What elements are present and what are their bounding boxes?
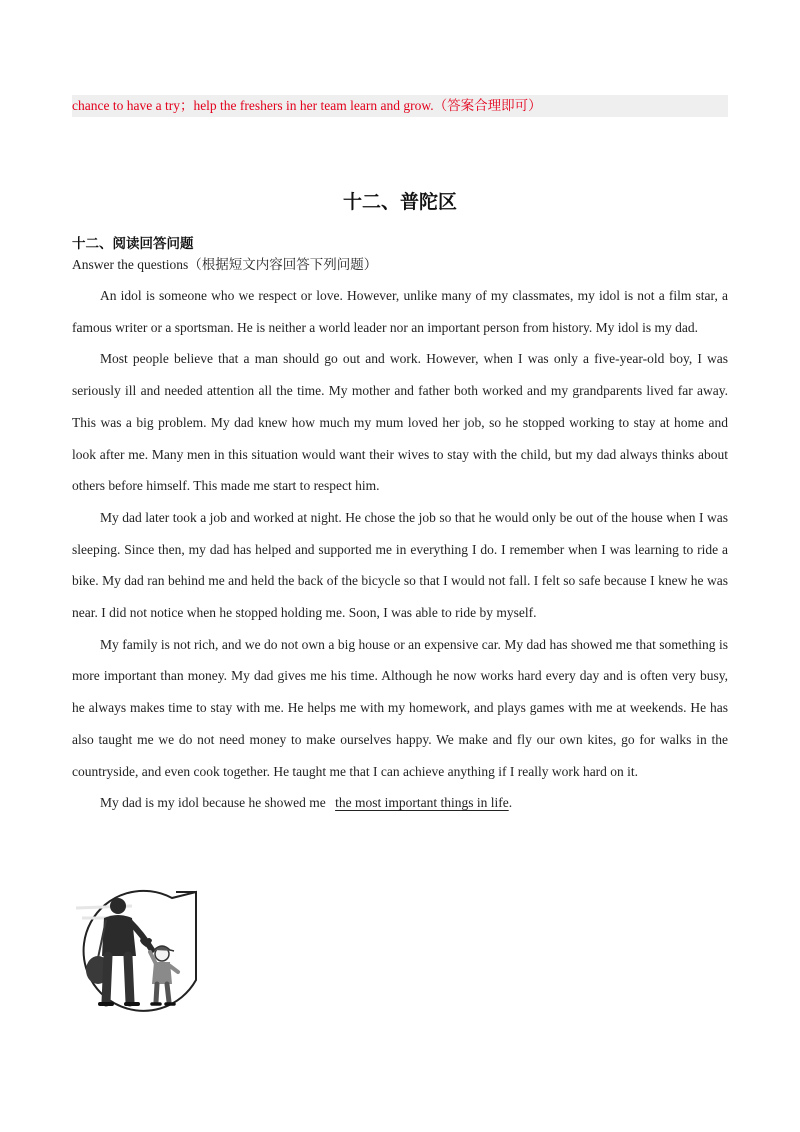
paragraph-5-end: . — [508, 795, 513, 811]
passage-paragraph-1: An idol is someone who we respect or love. However, unlike many of my classmates, my idol is not a film star, a famous writer or a sportsman. He is neither a world leader nor an important person from history. My idol is my dad. — [72, 288, 728, 335]
passage-paragraph-2: Most people believe that a man should go out and work. However, when I was only a five-year-old boy, I was seriously ill and needed attention all the time. My mother and father both worked and my grandparents lived far away. This was a big problem. My dad knew how much my mum loved her job, so he stopped working to stay at home and look after me. Many men in this situation would want their wives to stay with the child, but my dad always thinks about others before himself. This made me start to respect him. — [72, 351, 728, 494]
question-heading: 十二、阅读回答问题 — [72, 236, 194, 252]
passage-paragraph-3: My dad later took a job and worked at night. He chose the job so that he would only be out of the house when I was sleeping. Since then, my dad has helped and supported me in everything I do. I remember when I was learning to ride a bike. My dad ran behind me and held the back of the bicycle so that I would not fall. I felt so safe because I knew he was near. I did not notice when he stopped holding me. Soon, I was able to ride by myself. — [72, 509, 728, 621]
section-title: 十二、普陀区 — [342, 191, 457, 213]
answer-line: chance to have a try；help the freshers in her team learn and grow.（答案合理即可） — [72, 95, 728, 117]
reading-passage — [72, 280, 728, 819]
underlined-phrase: the most important things in life — [335, 795, 509, 811]
paragraph-5-text: My dad is my idol because he showed me — [100, 795, 330, 811]
passage-paragraph-5 — [72, 787, 728, 819]
father-and-son-walking-illustration — [72, 884, 202, 1020]
question-instruction: Answer the questions（根据短文内容回答下列问题） — [72, 257, 378, 272]
passage-paragraph-4: My family is not rich, and we do not own a big house or an expensive car. My dad has showed me that something is more important than money. My dad gives me his time. Although he now works hard every day and is often very busy, he always makes time to stay with me. He helps me with my homework, and plays games with me at weekends. He has also taught me we do not need money to make ourselves happy. We make and fly our own kites, go for walks in the countryside, and even cook together. He taught me that I can achieve anything if I really work hard on it. — [72, 636, 728, 779]
